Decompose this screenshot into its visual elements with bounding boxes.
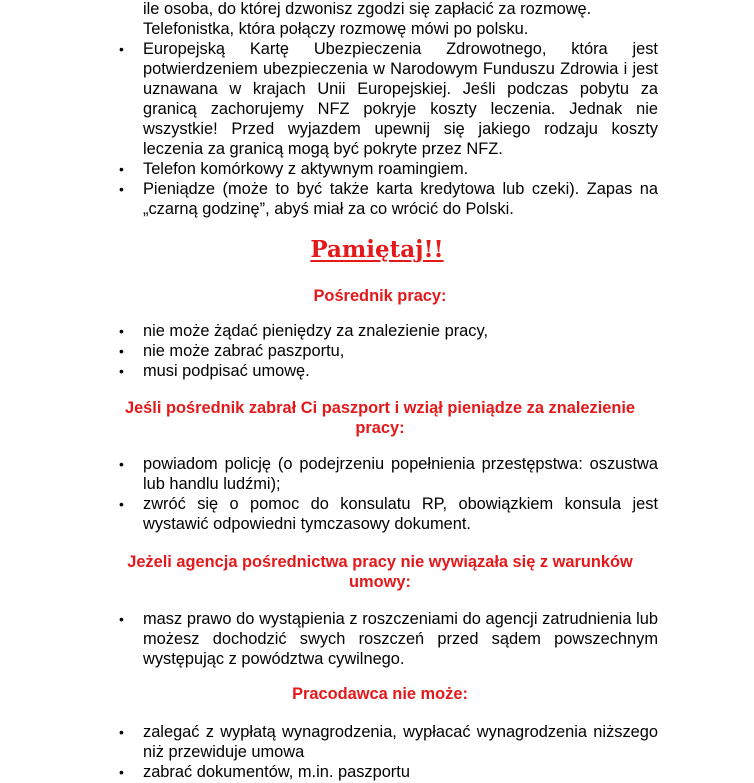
intro-continuation-line-1: ile osoba, do której dzwonisz zgodzi się zapłacić za rozmowę. xyxy=(143,0,592,18)
list-item: • powiadom policję (o podejrzeniu popełnienia przestępstwa: oszustwa lub handlu ludźmi); xyxy=(118,454,658,494)
list-item: • nie może zabrać paszportu, xyxy=(118,341,658,361)
list-item: • zwróć się o pomoc do konsulatu RP, obowiązkiem konsula jest wystawić odpowiedni tymczasowy dokument. xyxy=(118,494,658,534)
checklist xyxy=(118,39,658,219)
section-list-employer xyxy=(118,722,658,782)
section-heading-intermediary: Pośrednik pracy: xyxy=(313,287,447,305)
list-item: • Europejską Kartę Ubezpieczenia Zdrowotnego, która jest potwierdzeniem ubezpieczenia w Narodowym Funduszu Zdrowia i jest uznawana w krajach Unii Europejskiej. Jeśli podczas pobytu za granicą zachorujemy NFZ pokryje koszty leczenia. Jednak nie wszystkie! Przed wyjazdem upewnij się jakiego rodzaju koszty leczenia za granicą mogą być pokryte przez NFZ. xyxy=(118,39,658,159)
list-item: • Pieniądze (może to być także karta kredytowa lub czeki). Zapas na „czarną godzinę”, abyś miał za co wrócić do Polski. xyxy=(118,179,658,219)
section-list-agency-breach xyxy=(118,609,658,669)
section-heading-agency-breach: Jeżeli agencja pośrednictwa pracy nie wywiązała się z warunków umowy: xyxy=(127,553,633,591)
section-list-intermediary xyxy=(118,321,658,381)
list-item: • zalegać z wypłatą wynagrodzenia, wypłacać wynagrodzenia niższego niż przewiduje umowa xyxy=(118,722,658,762)
list-item: • nie może żądać pieniędzy za znalezienie pracy, xyxy=(118,321,658,341)
section-list-passport-taken xyxy=(118,454,658,534)
remember-title: Pamiętaj!! xyxy=(310,236,444,263)
intro-continuation-line-2: Telefonistka, która połączy rozmowę mówi po polsku. xyxy=(143,20,529,38)
list-item: • masz prawo do wystąpienia z roszczeniami do agencji zatrudnienia lub możesz dochodzić swych roszczeń przed sądem powszechnym występując z powództwa cywilnego. xyxy=(118,609,658,669)
list-item: • Telefon komórkowy z aktywnym roamingiem. xyxy=(118,159,658,179)
list-item: • zabrać dokumentów, m.in. paszportu xyxy=(118,762,658,782)
list-item: • musi podpisać umowę. xyxy=(118,361,658,381)
section-heading-passport-taken: Jeśli pośrednik zabrał Ci paszport i wziął pieniądze za znalezienie pracy: xyxy=(124,399,636,437)
section-heading-employer: Pracodawca nie może: xyxy=(292,685,468,703)
